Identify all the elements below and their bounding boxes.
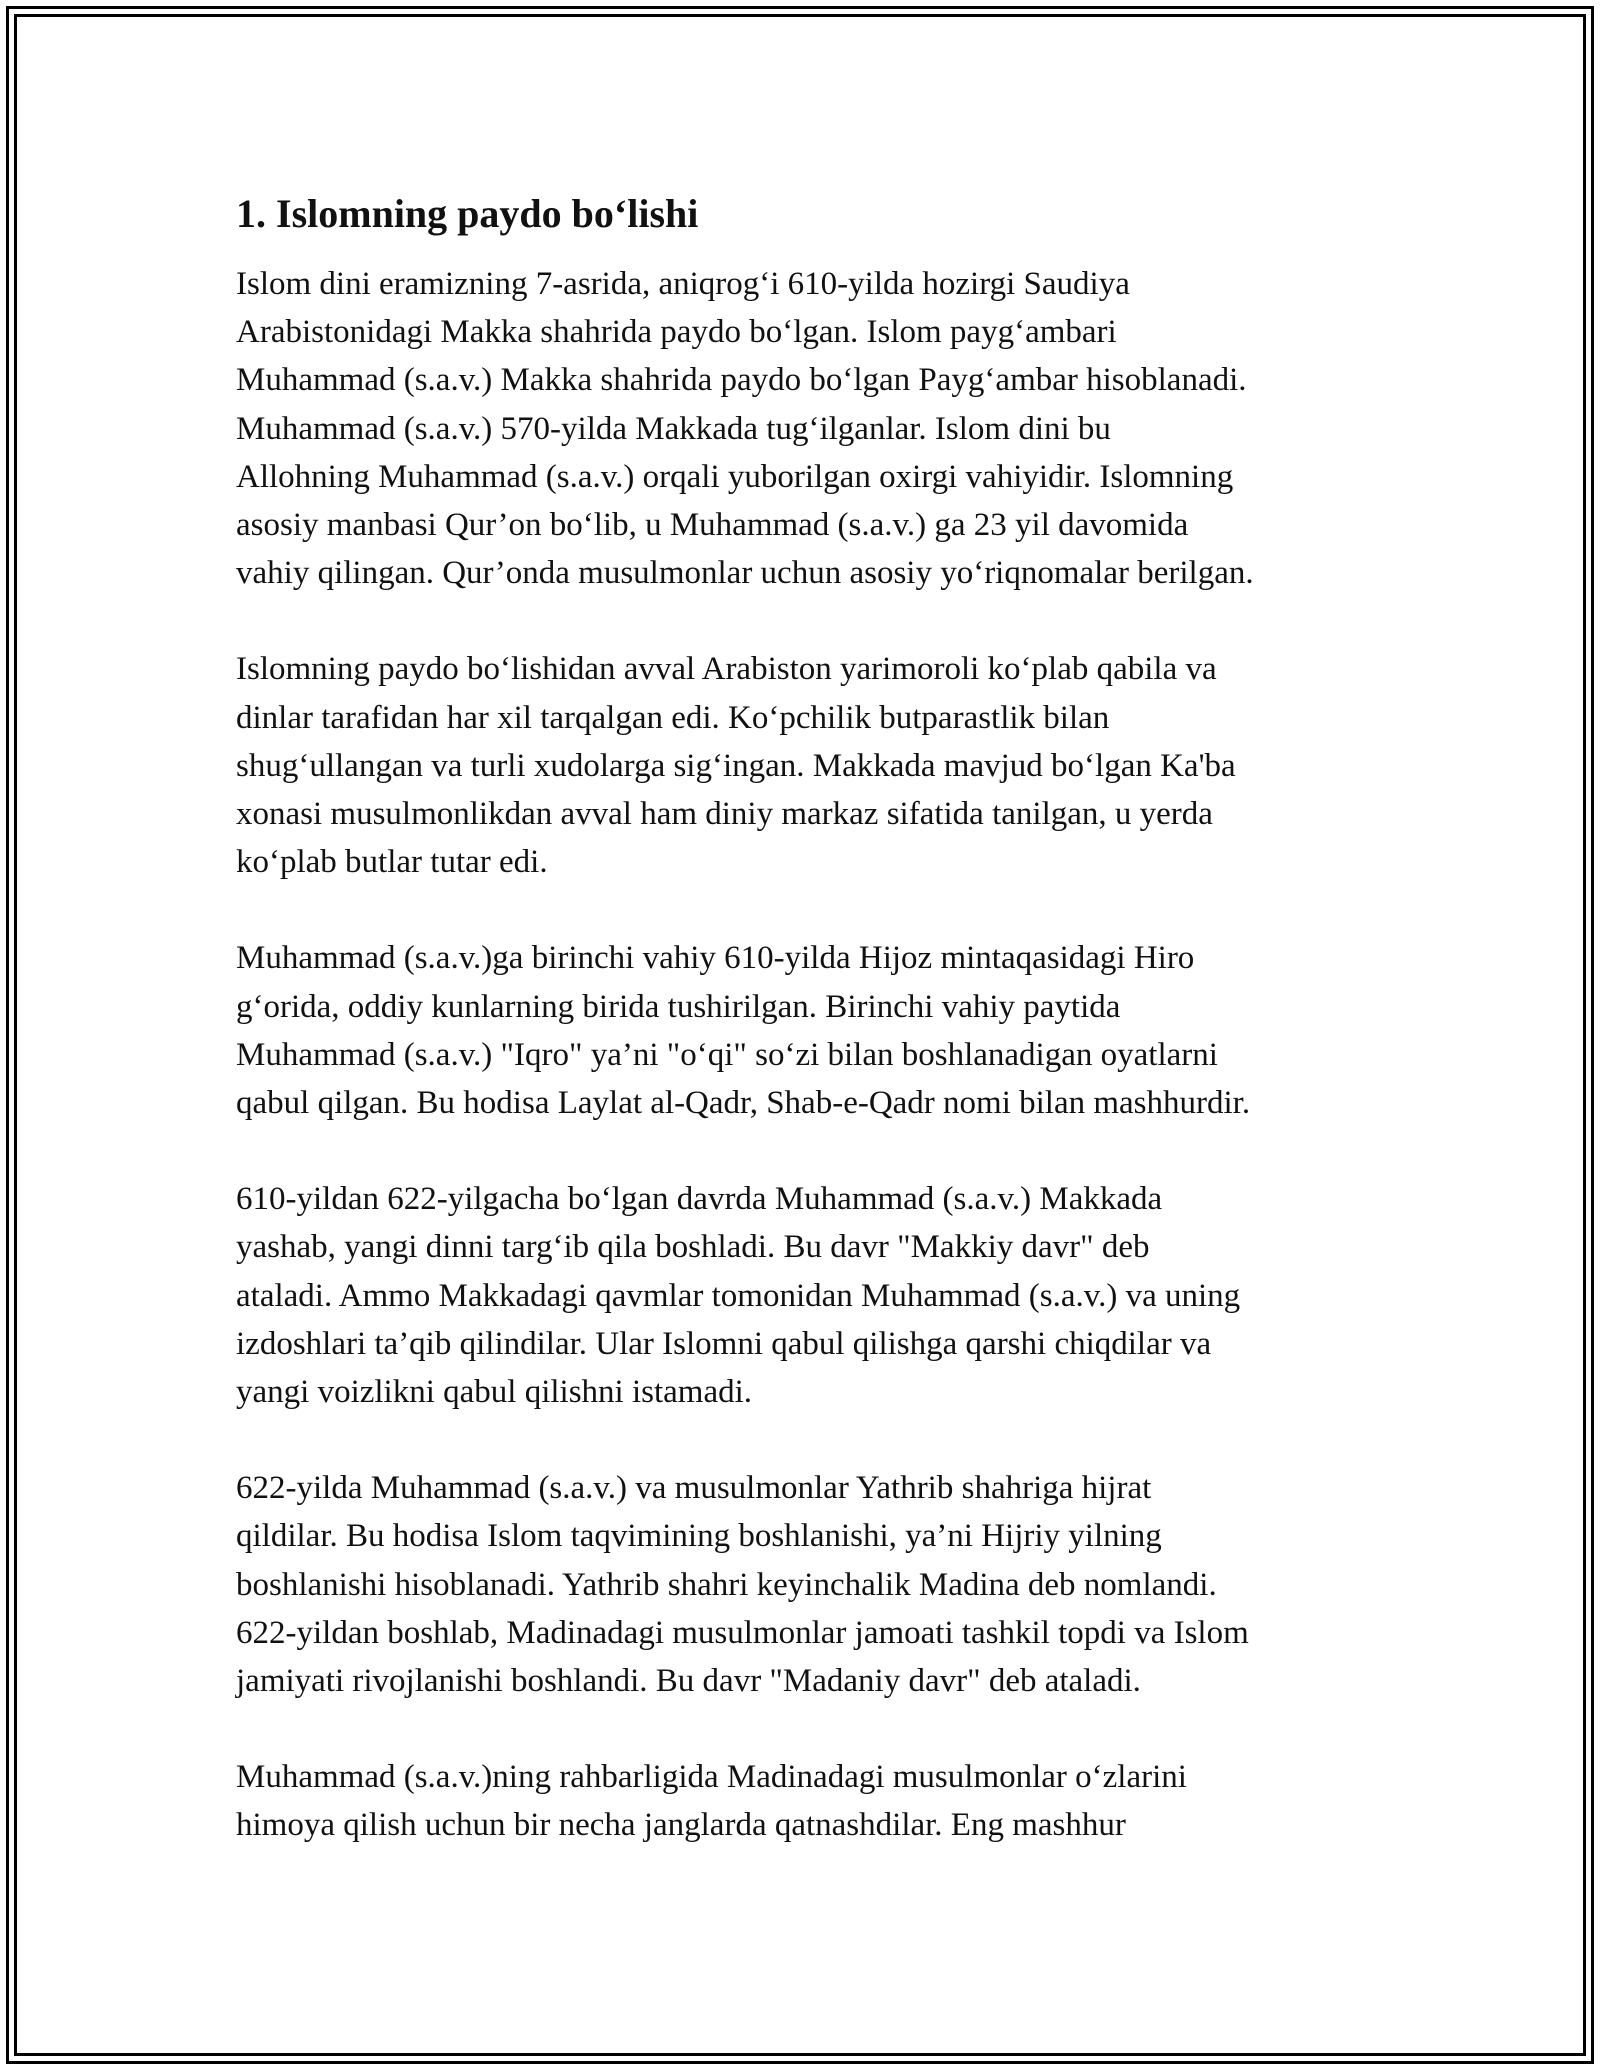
text-line: qabul qilgan. Bu hodisa Laylat al-Qadr, Shab-e-Qadr nomi bilan mashhurdir.	[236, 1085, 1251, 1122]
paragraph-6	[236, 1753, 1386, 1849]
text-line: vahiy qilingan. Qur’onda musulmonlar uchun asosiy yo‘riqnomalar berilgan.	[236, 555, 1254, 592]
section-heading: 1. Islomning paydo bo‘lishi	[236, 191, 699, 236]
text-line: ataladi. Ammo Makkadagi qavmlar tomonidan Muhammad (s.a.v.) va uning	[236, 1277, 1241, 1314]
document-body	[236, 188, 1386, 1898]
text-line: xonasi musulmonlikdan avval ham diniy markaz sifatida tanilgan, u yerda	[236, 796, 1213, 833]
text-line: qildilar. Bu hodisa Islom taqvimining boshlanishi, ya’ni Hijriy yilning	[236, 1518, 1162, 1555]
text-line: boshlanishi hisoblanadi. Yathrib shahri keyinchalik Madina deb nomlandi.	[236, 1566, 1217, 1603]
text-line: g‘orida, oddiy kunlarning birida tushirilgan. Birinchi vahiy paytida	[236, 988, 1121, 1025]
text-line: 622-yildan boshlab, Madinadagi musulmonlar jamoati tashkil topdi va Islom	[236, 1614, 1249, 1651]
paragraph-3	[236, 934, 1386, 1127]
text-line: himoya qilish uchun bir necha janglarda qatnashdilar. Eng mashhur	[236, 1807, 1126, 1844]
text-line: 622-yilda Muhammad (s.a.v.) va musulmonlar Yathrib shahriga hijrat	[236, 1470, 1152, 1507]
text-line: yashab, yangi dinni targ‘ib qila boshladi. Bu davr "Makkiy davr" deb	[236, 1229, 1150, 1266]
text-line: Arabistonidagi Makka shahrida paydo bo‘lgan. Islom payg‘ambari	[236, 314, 1117, 351]
paragraph-4	[236, 1175, 1386, 1416]
text-line: asosiy manbasi Qur’on bo‘lib, u Muhammad (s.a.v.) ga 23 yil davomida	[236, 507, 1189, 544]
paragraph-container	[236, 260, 1386, 1850]
text-line: 610-yildan 622-yilgacha bo‘lgan davrda Muhammad (s.a.v.) Makkada	[236, 1181, 1163, 1218]
text-line: Muhammad (s.a.v.)ning rahbarligida Madinadagi musulmonlar o‘zlarini	[236, 1759, 1187, 1796]
text-line: Islomning paydo bo‘lishidan avval Arabiston yarimoroli ko‘plab qabila va	[236, 651, 1217, 688]
paragraph-5	[236, 1464, 1386, 1705]
text-line: Muhammad (s.a.v.) 570-yilda Makkada tug‘ilganlar. Islom dini bu	[236, 410, 1111, 447]
text-line: Allohning Muhammad (s.a.v.) orqali yuborilgan oxirgi vahiyidir. Islomning	[236, 458, 1234, 495]
text-line: Muhammad (s.a.v.)ga birinchi vahiy 610-yilda Hijoz mintaqasidagi Hiro	[236, 940, 1195, 977]
text-line: shug‘ullangan va turli xudolarga sig‘ingan. Makkada mavjud bo‘lgan Ka'ba	[236, 747, 1236, 784]
text-line: jamiyati rivojlanishi boshlandi. Bu davr "Madaniy davr" deb ataladi.	[236, 1663, 1141, 1700]
text-line: izdoshlari ta’qib qilindilar. Ular Islomni qabul qilishga qarshi chiqdilar va	[236, 1325, 1212, 1362]
text-line: yangi voizlikni qabul qilishni istamadi.	[236, 1374, 753, 1411]
paragraph-1	[236, 260, 1386, 597]
text-line: ko‘plab butlar tutar edi.	[236, 844, 548, 881]
text-line: Islom dini eramizning 7-asrida, aniqrog‘i 610-yilda hozirgi Saudiya	[236, 266, 1130, 302]
text-line: Muhammad (s.a.v.) "Iqro" ya’ni "o‘qi" so‘zi bilan boshlanadigan oyatlarni	[236, 1036, 1218, 1073]
paragraph-2	[236, 645, 1386, 886]
text-line: Muhammad (s.a.v.) Makka shahrida paydo bo‘lgan Payg‘ambar hisoblanadi.	[236, 362, 1247, 399]
text-line: dinlar tarafidan har xil tarqalgan edi. Ko‘pchilik butparastlik bilan	[236, 699, 1110, 736]
